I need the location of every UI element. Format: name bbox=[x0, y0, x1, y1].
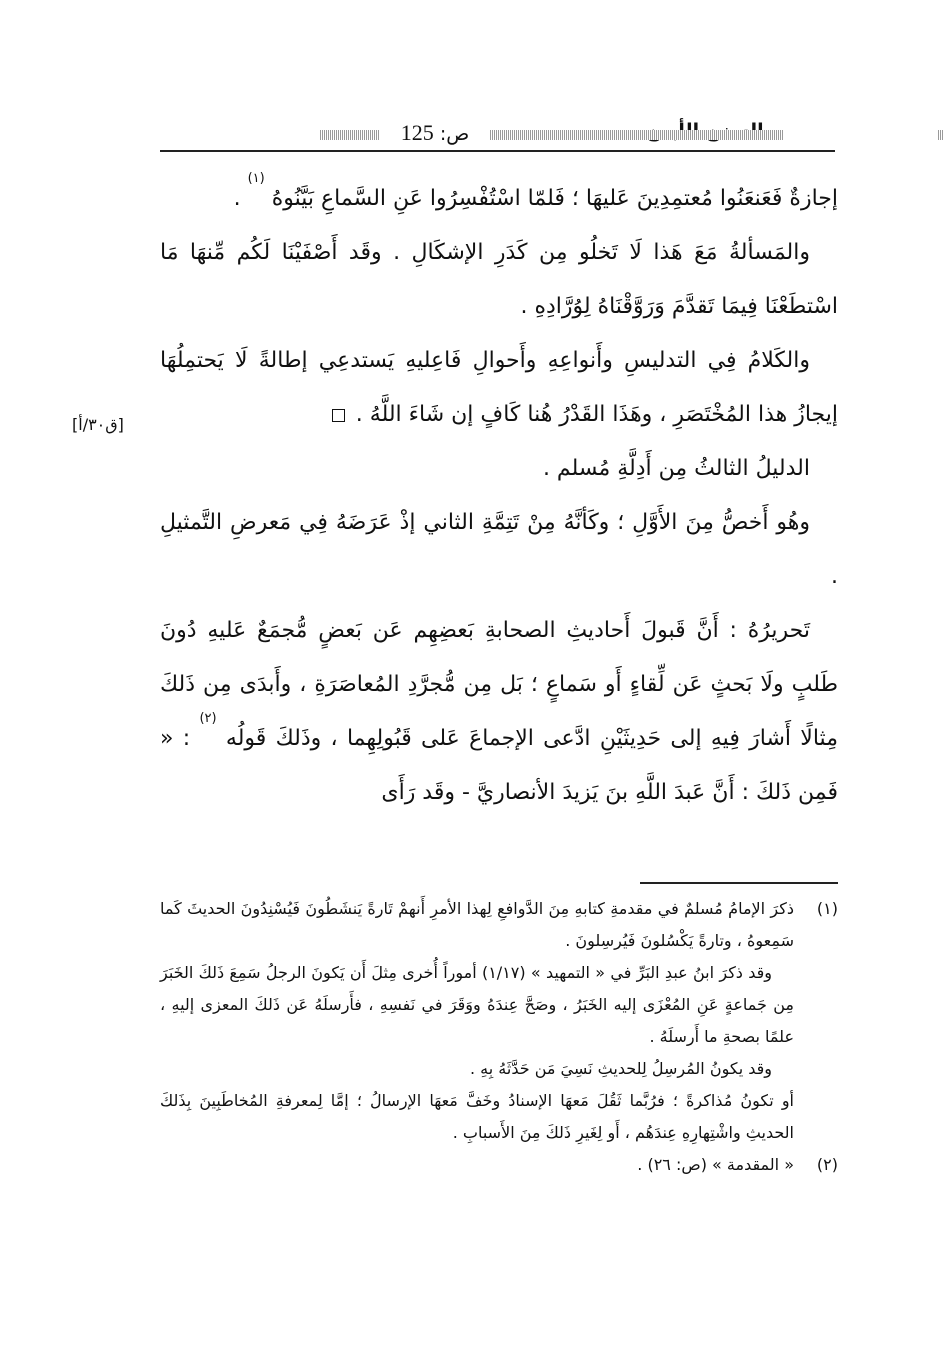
manuscript-folio-note: [ق٣٠/أ] bbox=[72, 415, 124, 434]
page-number: 125 bbox=[400, 120, 434, 145]
footnote-separator bbox=[640, 882, 838, 884]
header-ornament-left bbox=[320, 130, 380, 140]
footnote-2 bbox=[160, 1149, 838, 1181]
footnote-ref-1[interactable]: (١) bbox=[247, 171, 265, 186]
paragraph-6: تَحريرُهُ : أَنَّ قَبولَ أَحاديثِ الصحابةِ بَعضِهِم عَن بَعضٍ مُّجمَعٌ عَليهِ دُونَ طَلبٍ ولَا بَحثٍ عَن لِّقاءٍ أَو سَماعٍ ؛ بَل مِن مُّجرَّدِ المُعاصَرَةِ ، وأَبدَى مِن ذَلكَ مِثالًا أَشارَ فِيهِ إلى حَدِيثَيْنِ ادَّعى الإجماعَ عَلى قَبُولِهِما ، وذَلكَ قَولُه $^{(٢)}$ : « فَمِن ذَلكَ : أَنَّ عَبدَ اللَّهِ بنَ يَزيدَ الأنصاريَّ - وقَد رَأَى bbox=[160, 618, 838, 805]
paragraph-5: وهُو أَخصُّ مِنَ الأَوَّلِ ؛ وكَأنَّهُ مِنْ تَتِمَّةِ الثاني إذْ عَرَضَهُ فِي مَعرضِ التَّمثيلِ . bbox=[160, 510, 838, 589]
footnote-line: وقد ذكرَ ابنُ عبدِ البَرِّ في « التمهيد » (١/١٧) أموراً أُخرى مِثلَ أَن يَكونَ الرجلُ سَمِعَ ذَلكَ الخَبَرَ مِن جَماعةٍ عَنِ المُعْزَى إليه الخَبَرُ ، وصَحَّ عِندَهُ ووَقَرَ في نَفسِهِ ، فأَرسلَهُ عَن ذَلكَ المعزى إليهِ ، علمًا بصحةِ ما أَرسلَهُ . bbox=[160, 963, 794, 1046]
footnote-line: « المقدمة » (ص: ٢٦) . bbox=[637, 1155, 794, 1174]
page-number-label bbox=[385, 120, 485, 146]
footnote-line: أو تكونُ مُذاكرةً ؛ فرُبَّما ثَقُلَ مَعهَا الإسنادُ وخَفَّ مَعهَا الإرسالُ ؛ إمَّا لِمعرفةِ المُخاطَبِينَ بِذَلكَ الحديثِ واشْتِهارِهِ عِندَهُم ، أَو لِغَيرِ ذَلكَ مِنَ الأَسبابِ . bbox=[160, 1091, 794, 1142]
footnote-line: ذكرَ الإمامُ مُسلمٌ في مقدمةِ كتابهِ مِنَ الدَّوافعِ لِهذا الأمرِ أَنهمْ تَارةً يَنشَطُونَ فَيُسْنِدُونَ الحديثَ كَما سَمِعوهُ ، وتارةً يَكْسُلونَ فَيُرسِلونَ . bbox=[160, 899, 794, 950]
header-ornament-middle bbox=[490, 130, 783, 140]
paragraph-3: والكَلامُ فِي التدليسِ وأَنواعِهِ وأَحوالِ فَاعِليهِ يَستدعِي إطالةً لَا يَحتمِلُهَا إيجازُ هذا المُخْتَصَرِ ، وهَذَا القَدْرُ هُنا كَافٍ إن شَاءَ اللَّهُ . bbox=[160, 348, 838, 427]
header-rule bbox=[160, 150, 835, 152]
running-header bbox=[160, 120, 835, 154]
end-of-section-square-icon bbox=[332, 409, 345, 422]
page-label: ص: bbox=[433, 123, 470, 145]
footnote-ref-2[interactable]: (٢) bbox=[199, 711, 217, 726]
footnote-line: وقد يكونُ المُرسِلُ لِلحديثِ نَسِيَ مَن حَدَّثَهُ بِهِ . bbox=[470, 1059, 772, 1078]
paragraph-1: إجازةٌ فَعَنعَنُوا مُعتمِدِينَ عَليهَا ؛ فَلمّا اسْتُفْسِرُوا عَنِ السَّماعِ بَيَّنُوهُ $^{(١)}$ . bbox=[233, 171, 838, 211]
footnotes bbox=[160, 893, 838, 1181]
main-text bbox=[160, 172, 838, 820]
paragraph-4: الدليلُ الثالثُ مِن أَدِلَّةِ مُسلم . bbox=[542, 456, 810, 481]
footnote-1 bbox=[160, 893, 838, 1149]
paragraph-2: والمَسألةُ مَعَ هَذا لَا تَخلُو مِن كَدَرِ الإشكَالِ . وقَد أَصْفَيْنَا لَكُم مِّنهَا مَا اسْتطَعْنَا فِيمَا تَقدَّمَ وَرَوَّقْنَاهُ لِوُرَّادِهِ . bbox=[160, 240, 838, 319]
header-ornament-right bbox=[938, 130, 943, 140]
footnote-number: (٢) bbox=[816, 1155, 838, 1174]
footnote-number: (١) bbox=[816, 899, 838, 918]
